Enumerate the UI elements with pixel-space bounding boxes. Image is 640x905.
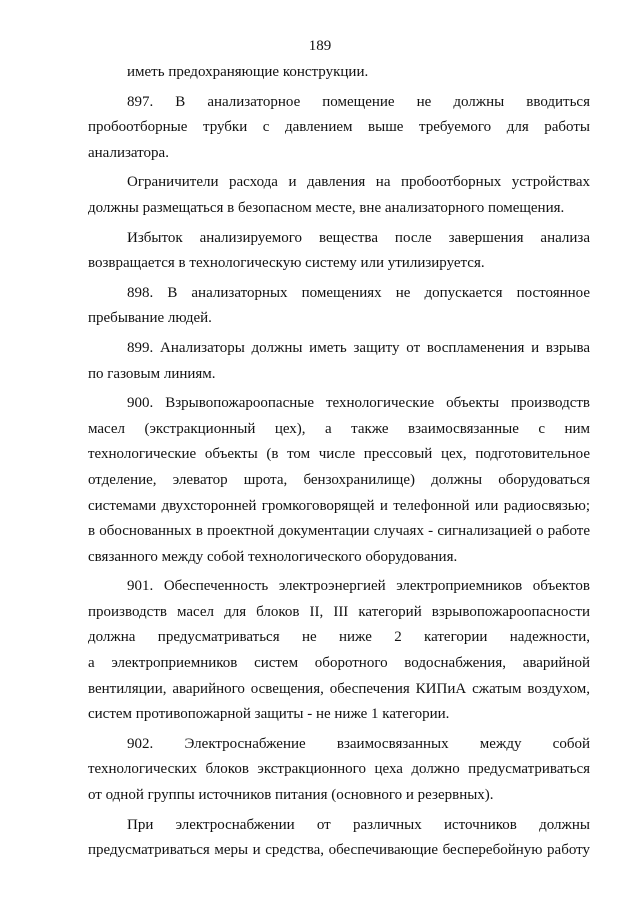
text-line: должна предусматриваться не ниже 2 категории надежности, bbox=[88, 629, 590, 646]
text-line: Избыток анализируемого вещества после завершения анализа bbox=[127, 229, 590, 246]
text-line: вентиляции, аварийного освещения, обеспечения КИПиА сжатым воздухом, bbox=[88, 680, 590, 697]
text-line: возвращается в технологическую систему или утилизируется. bbox=[88, 255, 485, 272]
text-line: 898. В анализаторных помещениях не допускается постоянное bbox=[127, 284, 590, 301]
text-line: 902. Электроснабжение взаимосвязанных между собой bbox=[127, 735, 590, 752]
text-line: систем противопожарной защиты - не ниже 1 категории. bbox=[88, 706, 450, 723]
text-line: анализатора. bbox=[88, 144, 169, 161]
document-body bbox=[88, 60, 590, 864]
text-line: в обоснованных в проектной документации случаях - сигнализацией о работе bbox=[88, 523, 590, 540]
text-line: 899. Анализаторы должны иметь защиту от воспламенения и взрыва bbox=[127, 339, 590, 356]
text-line: отделение, элеватор шрота, бензохранилище) должны оборудоваться bbox=[88, 471, 590, 488]
text-line: Ограничители расхода и давления на пробоотборных устройствах bbox=[127, 174, 590, 191]
text-line: предусматриваться меры и средства, обеспечивающие бесперебойную работу bbox=[88, 842, 590, 859]
text-line: от одной группы источников питания (основного и резервных). bbox=[88, 787, 494, 804]
text-line: пробоотборные трубки с давлением выше требуемого для работы bbox=[88, 119, 590, 136]
text-line: иметь предохраняющие конструкции. bbox=[127, 64, 369, 80]
text-line: 901. Обеспеченность электроэнергией электроприемников объектов bbox=[127, 578, 590, 595]
text-line: по газовым линиям. bbox=[88, 365, 216, 382]
text-line: масел (экстракционный цех), а также взаимосвязанные с ним bbox=[88, 420, 590, 437]
text-line: технологических блоков экстракционного цеха должно предусматриваться bbox=[88, 761, 590, 778]
text-line: технологические объекты (в том числе прессовый цех, подготовительное bbox=[88, 446, 590, 463]
text-line: 900. Взрывопожароопасные технологические объекты производств bbox=[127, 395, 590, 412]
text-line: При электроснабжении от различных источников должны bbox=[127, 816, 590, 833]
text-line: пребывание людей. bbox=[88, 310, 212, 327]
text-line: производств масел для блоков II, III категорий взрывопожароопасности bbox=[88, 603, 590, 620]
text-line: должны размещаться в безопасном месте, вне анализаторного помещения. bbox=[88, 199, 565, 216]
page-number: 189 bbox=[308, 38, 332, 54]
text-line: 897. В анализаторное помещение не должны вводиться bbox=[127, 93, 590, 110]
text-line: системами двухсторонней громкоговорящей и телефонной или радиосвязью; bbox=[88, 497, 590, 514]
text-line: а электроприемников систем оборотного водоснабжения, аварийной bbox=[88, 655, 590, 672]
text-line: связанного между собой технологического оборудования. bbox=[88, 548, 458, 565]
